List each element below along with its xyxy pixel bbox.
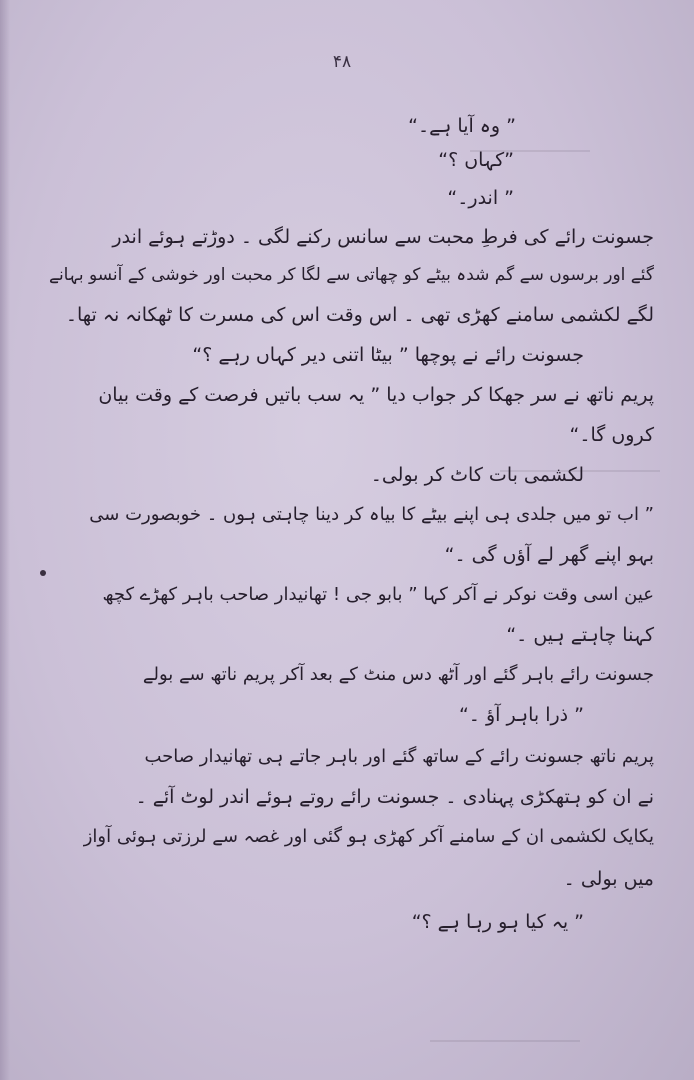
text-line: لگے لکشمی سامنے کھڑی تھی ۔ اس وقت اس کی مسرت کا ٹھکانہ نہ تھا۔ [65,304,654,326]
text-line: بہو اپنے گھر لے آؤں گی ۔“ [444,544,654,566]
ink-spot [40,570,46,576]
bleed-through-mark [430,1040,580,1042]
text-line: نے ان کو ہتھکڑی پہنادی ۔ جسونت رائے روتے ہوئے اندر لوٹ آئے ۔ [135,786,654,808]
text-line: ” ذرا باہر آؤ ۔“ [458,704,584,726]
text-line: عین اسی وقت نوکر نے آکر کہا ” بابو جی ! تھانیدار صاحب باہر کھڑے کچھ [102,584,654,605]
text-line: کہنا چاہتے ہیں ۔“ [506,624,654,646]
page-edge-shadow [0,0,10,1080]
page-number: ۴۸ [332,52,352,72]
text-line: پریم ناتھ جسونت رائے کے ساتھ گئے اور باہر جاتے ہی تھانیدار صاحب [144,746,654,767]
text-line: ” یہ کیا ہو رہا ہے ؟“ [411,911,584,933]
text-line: جسونت رائے نے پوچھا ” بیٹا اتنی دیر کہاں رہے ؟“ [192,344,584,366]
text-line: ” اب تو میں جلدی ہی اپنے بیٹے کا بیاہ کر دینا چاہتی ہوں ۔ خوبصورت سی [89,504,654,525]
text-line: ” وہ آیا ہے۔“ [408,115,516,137]
text-line: جسونت رائے کی فرطِ محبت سے سانس رکنے لگی ۔ دوڑتے ہوئے اندر [112,226,654,248]
text-line: میں بولی ۔ [563,868,654,890]
text-line: لکشمی بات کاٹ کر بولی۔ [370,464,584,486]
text-line: ” اندر۔“ [447,187,514,209]
text-line: پریم ناتھ نے سر جھکا کر جواب دیا ” یہ سب باتیں فرصت کے وقت بیان [98,384,654,406]
text-line: ”کہاں ؟“ [438,149,514,171]
text-line: جسونت رائے باہر گئے اور آٹھ دس منٹ کے بعد آکر پریم ناتھ سے بولے [142,664,654,685]
text-line: یکایک لکشمی ان کے سامنے آکر کھڑی ہو گئی اور غصہ سے لرزتی ہوئی آواز [83,826,654,847]
text-line: گئے اور برسوں سے گم شدہ بیٹے کو چھاتی سے لگا کر محبت اور خوشی کے آنسو بہانے [48,265,654,285]
text-line: کروں گا۔“ [569,424,654,446]
